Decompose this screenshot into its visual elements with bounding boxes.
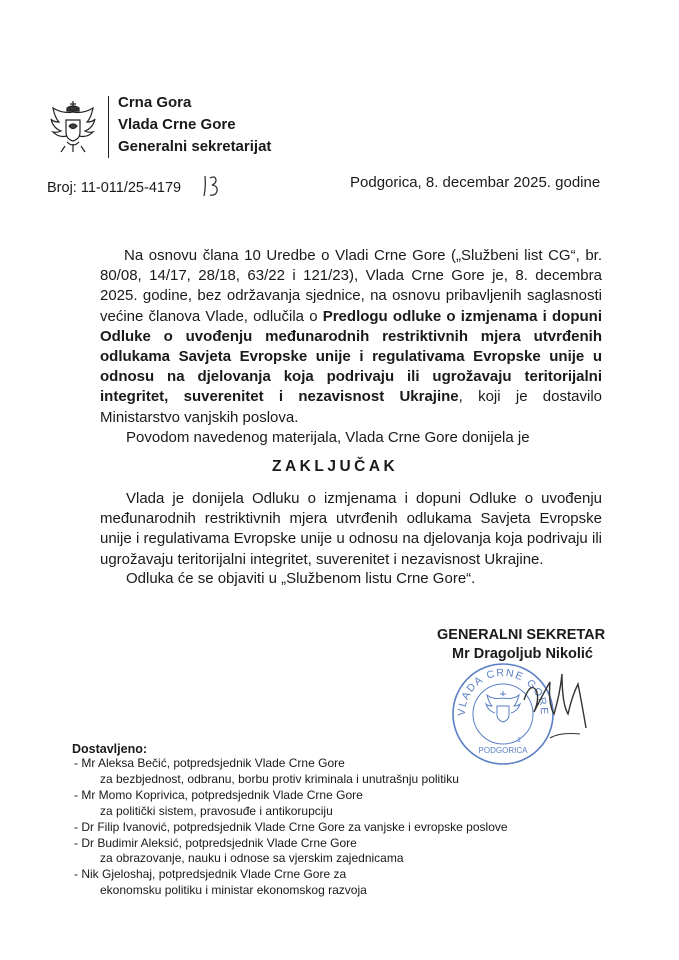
coat-of-arms-icon xyxy=(47,98,99,156)
stamp-text: VLADA CRNE GORE xyxy=(455,666,551,717)
paragraph-decision: Vlada je donijela Odluku o izmjenama i dopuni Odluke o uvođenju međunarodnih restriktivnih mjera utvrđenih odlukama Savjeta Evropske unije i regulativama Evropske unije u odnosu na djelovanja koja podrivaju ili ugrožavaju teritorijalni integritet, suverenitet i nezavisnost Ukrajine. xyxy=(100,490,602,568)
letterhead xyxy=(118,92,271,158)
paragraph-basis xyxy=(100,246,602,428)
paragraph-basis-text: Na osnovu člana 10 Uredbe o Vladi Crne Gore („Službeni list CG“, br. 80/08, 14/17, 28/18, 63/22 i 121/23), Vlada Crne Gore je, 8. decembra 2025. godine, bez održavanja sjednice, na osnovu pribavljenih saglasnosti većine članova Vlade, odlučila o xyxy=(100,247,602,325)
handwritten-number-mark xyxy=(202,174,224,198)
distribution-title: Dostavljeno: xyxy=(72,742,148,756)
paragraph-intro: Povodom navedenog materijala, Vlada Crne Gore donijela je xyxy=(126,429,530,446)
list-item: - Mr Aleksa Bečić, potpredsjednik Vlade Crne Gore xyxy=(74,756,345,770)
list-item: za obrazovanje, nauku i odnose sa vjerskim zajednicama xyxy=(100,851,404,866)
signatory-name: Mr Dragoljub Nikolić xyxy=(452,646,593,662)
letterhead-country: Crna Gora xyxy=(118,94,192,111)
letterhead-government: Vlada Crne Gore xyxy=(118,116,236,133)
signatory-title: GENERALNI SEKRETAR xyxy=(437,627,606,643)
letterhead-secretariat: Generalni sekretarijat xyxy=(118,138,272,155)
stamp-city: PODGORICA xyxy=(478,746,528,755)
list-item: - Dr Filip Ivanović, potpredsjednik Vlade Crne Gore za vanjske i evropske poslove xyxy=(74,819,508,834)
conclusion-heading: ZAKLJUČAK xyxy=(272,458,399,475)
paragraph-basis-bold: Predlogu odluke o izmjenama i dopuni Odluke o uvođenju međunarodnih restriktivnih mjera utvrđenih odlukama Savjeta Evropske unije i regulativama Evropske unije u odnosu na djelovanja koja podrivaju ili ugrožavaju teritorijalni integritet, suverenitet i nezavisnost Ukrajine xyxy=(100,307,602,406)
stamp-emblem-icon xyxy=(486,691,520,722)
stamp-number: 1 xyxy=(517,737,521,744)
distribution-list xyxy=(74,756,508,899)
paragraph-basis-end: , koji je dostavilo Ministarstvo vanjskih poslova. xyxy=(100,388,602,426)
reference-number: Broj: 11-011/25-4179 xyxy=(47,180,182,196)
list-item: za bezbjednost, odbranu, borbu protiv kriminala i unutrašnju politiku xyxy=(100,771,459,786)
paragraph-publication: Odluka će se objaviti u „Službenom listu Crne Gore“. xyxy=(126,570,476,587)
header-divider xyxy=(108,96,109,158)
list-item: - Mr Momo Koprivica, potpredsjednik Vlade Crne Gore xyxy=(74,787,363,802)
list-item: za politički sistem, pravosuđe i antikorupciju xyxy=(100,803,333,818)
list-item: ekonomsku politiku i ministar ekonomskog razvoja xyxy=(100,883,367,898)
list-item: - Dr Budimir Aleksić, potpredsjednik Vlade Crne Gore xyxy=(74,835,357,850)
list-item: - Nik Gjeloshaj, potpredsjednik Vlade Crne Gore za xyxy=(74,867,347,882)
place-and-date: Podgorica, 8. decembar 2025. godine xyxy=(350,174,601,191)
handwritten-signature xyxy=(520,660,590,750)
